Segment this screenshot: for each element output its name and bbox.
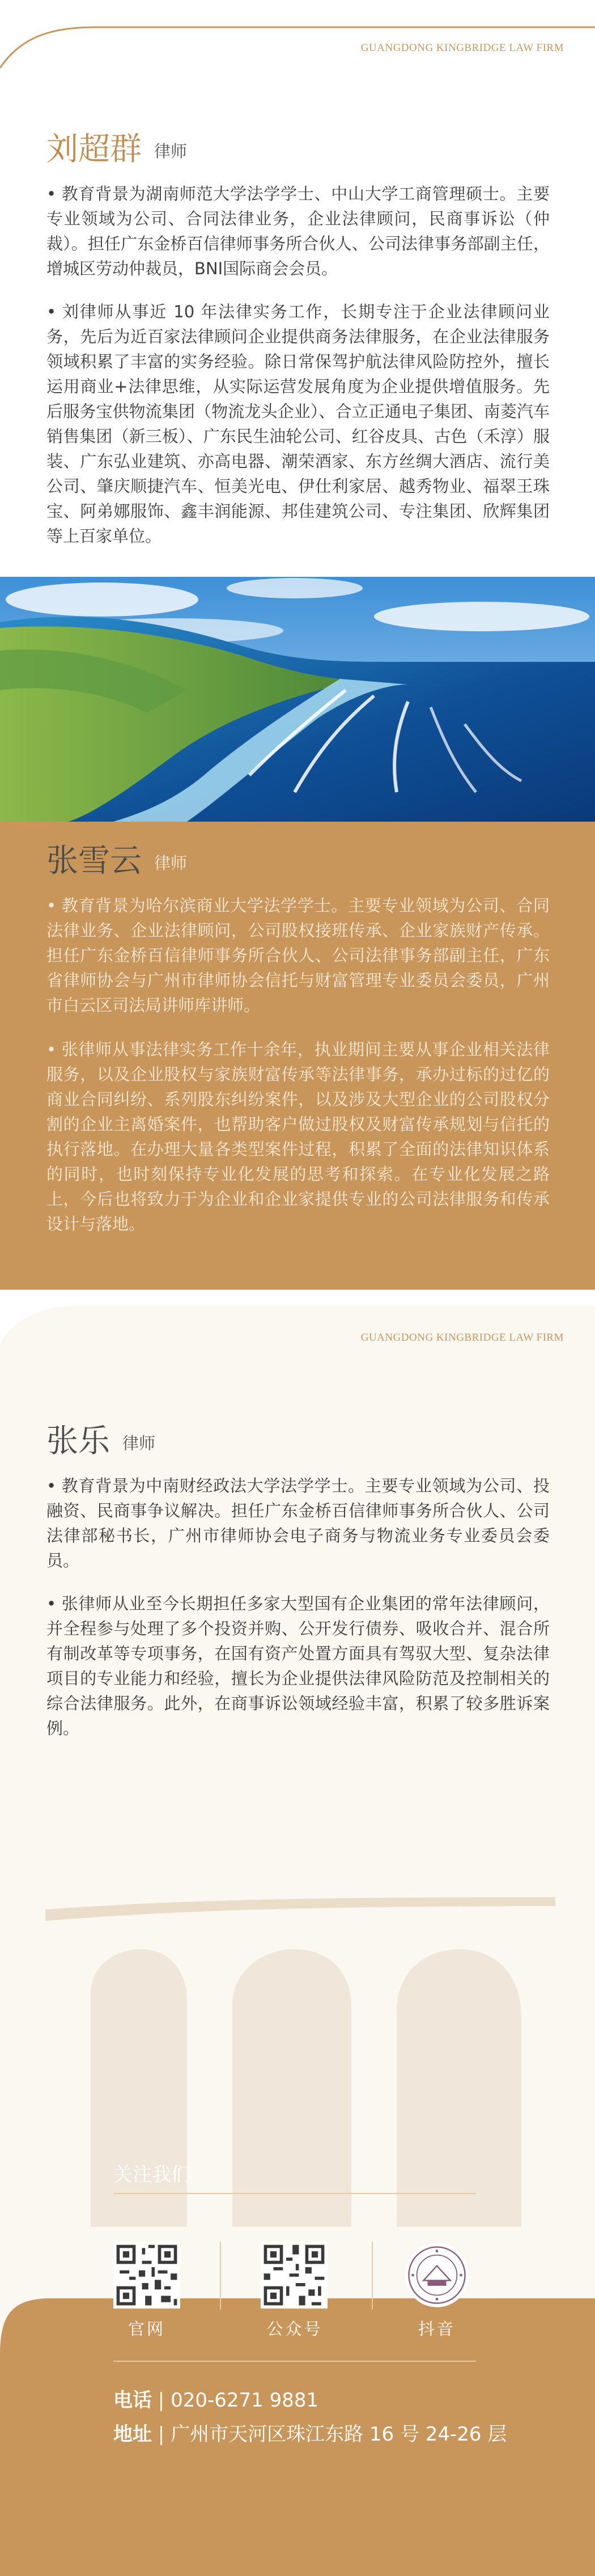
- header-curve: [0, 0, 595, 79]
- lawyer-bio-paragraph: • 教育背景为中南财经政法大学法学学士。主要专业领域为公司、投融资、民商事争议解决。担任广东金桥百信律师事务所合伙人、公司法律部秘书长，广州市律师协会电子商务与物流业务专业委员会委员。: [46, 1473, 550, 1573]
- bullet-icon: •: [46, 302, 57, 321]
- coastline-photo: [0, 577, 595, 822]
- lawyer-title: 律师: [154, 141, 188, 161]
- lawyer-bio-paragraph: • 张律师从业至今长期担任多家大型国有企业集团的常年法律顾问，并全程参与处理了多个投资并购、公开发行债券、吸收合并、混合所有制改革等专项事务，在国有资产处置方面具有驾驭大型、复杂法律项目的专业能力和经验，擅长为企业提供法律风险防范及控制相关的综合法律服务。此外，在商事诉讼领域经验丰富，积累了较多胜诉案例。: [46, 1591, 550, 1741]
- firm-name-header: GUANGDONG KINGBRIDGE LAW FIRM: [360, 42, 564, 54]
- bullet-icon: •: [46, 1594, 57, 1613]
- qr-code-icon[interactable]: [113, 2242, 180, 2309]
- bullet-icon: •: [46, 1476, 57, 1495]
- lawyer-name-text: 张乐: [46, 1423, 110, 1460]
- contact-phone: 电话 | 020-6271 9881: [113, 2389, 319, 2412]
- lawyer-name: [46, 131, 187, 169]
- bullet-icon: •: [46, 184, 57, 203]
- lawyer-bio-paragraph: • 教育背景为哈尔滨商业大学法学学士。主要专业领域为公司、合同法律业务、企业法律顾问，公司股权接班传承、企业家族财产传承。担任广东金桥百信律师事务所合伙人、公司法律事务部副主任，广东省律师协会与广州市律师协会信托与财富管理专业委员会委员，广州市白云区司法局讲师库讲师。: [46, 893, 550, 1018]
- contact-address: 地址 | 广州市天河区珠江东路 16 号 24-26 层: [113, 2423, 507, 2446]
- divider: [113, 2193, 476, 2194]
- follow-us-title: 关注我们: [113, 2163, 190, 2186]
- seal-logo-icon[interactable]: [403, 2242, 470, 2309]
- divider: [220, 2242, 221, 2310]
- lawyer-name: [46, 843, 187, 881]
- firm-name-header: GUANGDONG KINGBRIDGE LAW FIRM: [360, 1332, 564, 1344]
- lawyer-name: [46, 1423, 155, 1461]
- lawyer-name-text: 刘超群: [46, 131, 142, 168]
- lawyer-title: 律师: [154, 853, 188, 873]
- lawyer-title: 律师: [122, 1433, 156, 1453]
- qr-label-douyin: 抖音: [418, 2319, 456, 2339]
- qr-label-official-account: 公众号: [266, 2319, 323, 2339]
- lawyer-bio-paragraph: • 张律师从事法律实务工作十余年，执业期间主要从事企业相关法律服务，以及企业股权与家族财富传承等法律事务，承办过标的过亿的商业合同纠纷、系列股东纠纷案件，以及涉及大型企业的公司股权分割的企业主离婚案件，也帮助客户做过股权及财富传承规划与信托的执行落地。在办理大量各类型案件过程，积累了全面的法律知识体系的同时，也时刻保持专业化发展的思考和探索。在专业化发展之路上，今后也将致力于为企业和企业家提供专业的公司法律服务和传承设计与落地。: [46, 1037, 550, 1236]
- lawyer-bio-paragraph: • 刘律师从事近 10 年法律实务工作，长期专注于企业法律顾问业务，先后为近百家法律顾问企业提供商务法律服务，在企业法律服务领域积累了丰富的实务经验。除日常保驾护航法律风险防控外，擅长运用商业+法律思维，从实际运营发展角度为企业提供增值服务。先后服务宝供物流集团（物流龙头企业）、合立正通电子集团、南菱汽车销售集团（新三板）、广东民生油轮公司、红谷皮具、古色（禾淳）服装、广东弘业建筑、亦高电器、潮荣酒家、东方丝绸大酒店、流行美公司、肇庆顺捷汽车、恒美光电、伊仕利家居、越秀物业、福翠王珠宝、阿弟娜服饰、鑫丰润能源、邦佳建筑公司、专注集团、欣辉集团等上百家单位。: [46, 299, 550, 549]
- divider: [372, 2242, 373, 2310]
- qr-label-website: 官网: [128, 2319, 165, 2339]
- lawyer-bio-paragraph: • 教育背景为湖南师范大学法学学士、中山大学工商管理硕士。主要专业领域为公司、合同法律业务，企业法律顾问，民商事诉讼（仲裁）。担任广东金桥百信律师事务所合伙人、公司法律事务部副主任，增城区劳动仲裁员，BNI国际商会会员。: [46, 181, 550, 281]
- divider: [113, 2361, 476, 2362]
- lawyer-name-text: 张雪云: [46, 843, 142, 879]
- bullet-icon: •: [46, 1040, 57, 1059]
- qr-code-icon[interactable]: [261, 2242, 328, 2309]
- bullet-icon: •: [46, 896, 57, 915]
